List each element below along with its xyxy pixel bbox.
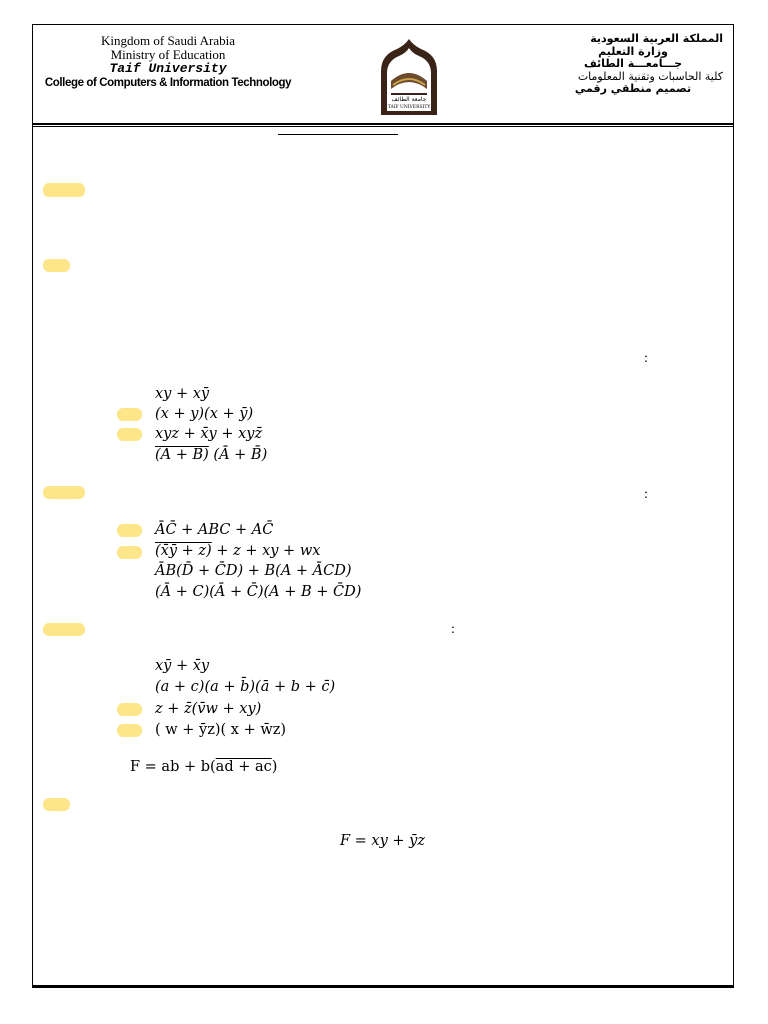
question-6-marker: [43, 798, 70, 811]
question-2-marker: [43, 259, 70, 272]
logo-english-text: TAIF UNIVERSITY: [387, 105, 431, 110]
expression-3b: (x + y)(x + ȳ): [155, 406, 254, 422]
expression-3a: xy + xȳ: [155, 386, 210, 402]
function-f: F = xy + ȳz: [340, 833, 425, 849]
expression-5b: (a + c)(a + b̄)(ā + b + c̄): [155, 679, 336, 695]
item-3b-marker: [117, 408, 142, 421]
expression-3d-complement: (A + B): [155, 447, 209, 463]
section-4-colon: :: [644, 487, 648, 502]
title-underline: [278, 134, 398, 135]
college-name: College of Computers & Information Technology: [44, 77, 292, 89]
expression-3c: xyz + x̄y + xyz̄: [155, 426, 263, 442]
expression-3d: (A + B) (Ā + B̄): [155, 447, 268, 463]
college-name-arabic: كلية الحاسبات وتقنية المعلومات: [577, 69, 723, 83]
expression-4b-complement: (x̄ȳ + z): [155, 543, 212, 559]
expression-5d: ( w + ȳz)( x + w̄z): [155, 722, 287, 738]
university-name: Taif University: [109, 61, 227, 76]
item-5d-marker: [117, 724, 142, 737]
expression-4d: (Ā + C)(Ā + C̄)(A + B + C̄D): [155, 584, 362, 600]
item-4b-marker: [117, 546, 142, 559]
expression-4c: ĀB(D̄ + C̄D) + B(A + ĀCD): [155, 563, 352, 579]
ministry-name-arabic: وزارة التعليم: [598, 44, 668, 58]
question-4-marker: [43, 486, 85, 499]
header-left-block: [43, 34, 293, 90]
university-name-arabic: جـــامعـــة الطائف: [583, 57, 683, 70]
document-header: [33, 25, 733, 125]
item-4a-marker: [117, 524, 142, 537]
question-5-marker: [43, 623, 85, 636]
expression-5e: F = ab + b(ad + ac): [130, 759, 278, 775]
kingdom-name: Kingdom of Saudi Arabia: [101, 33, 235, 48]
header-right-block: [543, 33, 723, 96]
logo-arabic-text: جامعة الطائف: [391, 96, 427, 103]
question-1-marker: [43, 183, 85, 197]
section-3-colon: :: [644, 351, 648, 366]
item-5c-marker: [117, 703, 142, 716]
expression-4b: (x̄ȳ + z) + z + xy + wx: [155, 543, 321, 559]
expression-4a: ĀC̄ + ABC + AC̄: [155, 522, 274, 538]
expression-5e-complement: ad + ac: [215, 759, 272, 775]
ministry-name: Ministry of Education: [110, 47, 226, 62]
item-3c-marker: [117, 428, 142, 441]
section-5-colon: :: [451, 622, 455, 637]
kingdom-name-arabic: المملكة العربية السعودية: [590, 32, 723, 45]
expression-5c: z + z̄(v̄w + xy): [155, 701, 262, 717]
taif-university-logo-icon: [375, 37, 443, 117]
expression-5a: xȳ + x̄y: [155, 658, 210, 674]
course-name-arabic: تصميم منطقي رقمي: [574, 82, 692, 95]
